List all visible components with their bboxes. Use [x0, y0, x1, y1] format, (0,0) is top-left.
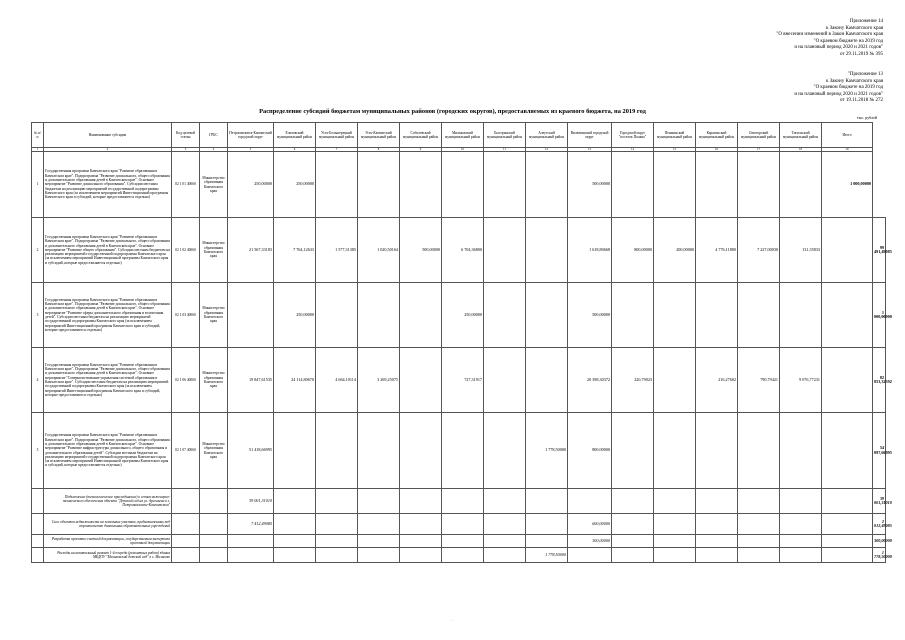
table-subrow	[32, 489, 886, 514]
value-cell	[696, 535, 738, 548]
budget-code	[172, 535, 200, 548]
value-cell	[780, 489, 822, 514]
budget-code: 02 1 02 40060	[172, 218, 200, 283]
column-index: 10	[442, 148, 484, 152]
subsidy-name: Государственная программа Камчатского края "Развитие образования в Камчатском крае". Подпрограмма "Развитие дошкольного, общего образования и дополнительного образования детей в Камчатском крае". Основное мероприятие "Развитие инфраструктуры дошкольного, общего образования и дополнительного образования детей". Субсидии местным бюджетам на реализацию мероприятий государственной подпрограммы Камчатского края (за исключением мероприятий Инвестиционной программы Камчатского края и субсидий, которые предоставляются отдельно)	[44, 413, 172, 489]
value-cell	[822, 348, 873, 413]
value-cell	[228, 535, 274, 548]
value-cell	[442, 413, 484, 489]
value-cell	[696, 514, 738, 535]
value-cell: 39 001,31010	[228, 489, 274, 514]
annex-line: к Закону Камчатского края	[825, 78, 883, 84]
column-header: Быстринский муниципальный район	[484, 123, 526, 148]
value-cell	[358, 514, 400, 535]
value-cell	[484, 548, 526, 563]
column-index: 13	[568, 148, 612, 152]
value-cell: 21 567,33183	[228, 218, 274, 283]
table-row	[32, 348, 886, 413]
column-index: 12	[526, 148, 568, 152]
value-cell	[822, 489, 873, 514]
column-index: 7	[316, 148, 358, 152]
annex-14-header	[776, 19, 883, 59]
value-cell	[738, 535, 780, 548]
table-subrow	[32, 514, 886, 535]
value-cell	[358, 152, 400, 218]
value-cell	[442, 489, 484, 514]
value-cell: 82 853,32592	[873, 348, 886, 413]
value-cell	[780, 152, 822, 218]
value-cell: 99 491,49085	[873, 218, 886, 283]
value-cell: 600,00000	[568, 514, 612, 535]
column-header: Елизовский муниципальный район	[274, 123, 316, 148]
grbs-name	[200, 514, 228, 535]
column-header: Соболевский муниципальный район	[400, 123, 442, 148]
value-cell: 1 618,80668	[568, 218, 612, 283]
subsidy-detail: Разработка проектно-сметной документации, государственная экспертиза проектной документации	[44, 535, 172, 548]
column-index: 3	[172, 148, 200, 152]
value-cell	[484, 413, 526, 489]
value-cell	[400, 413, 442, 489]
row-number	[32, 535, 44, 548]
grbs-name: Министерство образования Камчатского края	[200, 283, 228, 348]
annex-line: "О внесении изменений в Закон Камчатского края	[776, 32, 883, 38]
value-cell	[780, 413, 822, 489]
value-cell	[316, 548, 358, 563]
annex-line: и на плановый период 2020 и 2021 годов"	[794, 91, 883, 97]
value-cell: 7 764,12633	[274, 218, 316, 283]
subsidy-table	[31, 122, 892, 563]
annex-line: к Закону Камчатского края	[825, 25, 883, 31]
value-cell	[612, 514, 654, 535]
budget-code: 02 1 03 40060	[172, 283, 200, 348]
value-cell	[696, 283, 738, 348]
annex-line: от 19.11.2018 № 272	[840, 98, 883, 104]
column-header: Алеутский муниципальный район	[526, 123, 568, 148]
value-cell: 4 776,11880	[696, 218, 738, 283]
value-cell	[442, 535, 484, 548]
value-cell	[654, 283, 696, 348]
value-cell: 4 664,10114	[316, 348, 358, 413]
value-cell	[822, 535, 873, 548]
grbs-name: Министерство образования Камчатского края	[200, 218, 228, 283]
value-cell: 131,35833	[780, 218, 822, 283]
value-cell: 200,00000	[654, 218, 696, 283]
value-cell	[526, 535, 568, 548]
value-cell: 20 398,30372	[568, 348, 612, 413]
value-cell	[568, 489, 612, 514]
value-cell: 7 227,00030	[738, 218, 780, 283]
budget-code	[172, 548, 200, 563]
document-title: Распределение субсидий бюджетам муниципальных районов (городских округов), предоставляемых из краевого бюджета, на 2019 год	[259, 108, 646, 115]
value-cell	[780, 283, 822, 348]
value-cell	[654, 535, 696, 548]
value-cell	[400, 283, 442, 348]
value-cell	[526, 348, 568, 413]
value-cell	[316, 152, 358, 218]
value-cell: 727,31917	[442, 348, 484, 413]
value-cell	[526, 514, 568, 535]
column-index: 16	[696, 148, 738, 152]
column-index: 9	[400, 148, 442, 152]
value-cell	[274, 514, 316, 535]
column-index: 1	[32, 148, 44, 152]
column-index: 14	[612, 148, 654, 152]
value-cell	[358, 413, 400, 489]
value-cell	[358, 535, 400, 548]
value-cell	[228, 548, 274, 563]
subsidy-detail: Подключение (технологическое присоединение) к сетям инженерно-технического обеспечения объекта "Детский сад на ул. Арсеньева в г. Петропавловске-Камчатском"	[44, 489, 172, 514]
value-cell	[738, 489, 780, 514]
value-cell	[738, 152, 780, 218]
value-cell	[442, 548, 484, 563]
budget-code: 02 1 07 40060	[172, 413, 200, 489]
value-cell	[822, 514, 873, 535]
column-header: Олюторский муниципальный район	[738, 123, 780, 148]
value-cell	[484, 514, 526, 535]
row-number	[32, 514, 44, 535]
grbs-name: Министерство образования Камчатского края	[200, 413, 228, 489]
table-row	[32, 413, 886, 489]
value-cell	[400, 514, 442, 535]
value-cell	[780, 548, 822, 563]
annex-line: Приложение 14	[849, 19, 883, 24]
value-cell: 19 847,61535	[228, 348, 274, 413]
column-index: 8	[358, 148, 400, 152]
value-cell: 500,00000	[568, 152, 612, 218]
column-index: 11	[484, 148, 526, 152]
column-header: Вилючинский городской округ	[568, 123, 612, 148]
value-cell: 7 412,49085	[228, 514, 274, 535]
value-cell	[316, 535, 358, 548]
row-number: 2	[32, 218, 44, 283]
value-cell	[654, 348, 696, 413]
value-cell: 300,00000	[568, 535, 612, 548]
value-cell	[442, 152, 484, 218]
value-cell: 250,00000	[274, 283, 316, 348]
value-cell	[358, 489, 400, 514]
value-cell	[274, 489, 316, 514]
value-cell: 800,00000	[568, 413, 612, 489]
row-number: 4	[32, 348, 44, 413]
value-cell: 1 778,50000	[873, 548, 886, 563]
value-cell	[654, 152, 696, 218]
value-cell	[780, 535, 822, 548]
column-header: Усть-Камчатский муниципальный район	[358, 123, 400, 148]
column-header: Усть-Большерецкий муниципальный район	[316, 123, 358, 148]
column-index: 4	[200, 148, 228, 152]
value-cell	[484, 218, 526, 283]
value-cell	[484, 152, 526, 218]
row-number	[32, 489, 44, 514]
value-cell	[696, 152, 738, 218]
value-cell	[526, 218, 568, 283]
value-cell: 250,00000	[274, 152, 316, 218]
budget-code: 02 1 06 40060	[172, 348, 200, 413]
value-cell	[612, 413, 654, 489]
subsidy-detail: Расходы на капитальный ремонт 1-й очереди (ремонтных работ) здания МБДОУ "Мильковский детский сад" в с. Мильково	[44, 548, 172, 563]
annex-line: и на плановый период 2020 и 2021 годов"	[794, 45, 883, 51]
value-cell	[654, 413, 696, 489]
value-cell: 1 577,31385	[316, 218, 358, 283]
value-cell	[612, 548, 654, 563]
value-cell	[654, 548, 696, 563]
subsidy-name: Государственная программа Камчатского края "Развитие образования в Камчатском крае". Подпрограмма "Развитие дошкольного, общего образования и дополнительного образования детей в Камчатском крае". Основное мероприятие "Совершенствование управления системой образования в Камчатском крае". Субсидии местным бюджетам на реализацию мероприятий государственной подпрограммы Камчатского края (за исключением мероприятий Инвестиционной программы Камчатского края и субсидий, которые предоставляются отдельно)	[44, 348, 172, 413]
value-cell	[316, 489, 358, 514]
grbs-name: Министерство образования Камчатского края	[200, 348, 228, 413]
column-header: ГРБС	[200, 123, 228, 148]
value-cell: 2 012,49085	[873, 514, 886, 535]
table-subrow	[32, 535, 886, 548]
value-cell	[612, 152, 654, 218]
value-cell	[696, 413, 738, 489]
column-header: Петропавловск-Камчатский городской округ	[228, 123, 274, 148]
annex-line: "О краевом бюджете на 2019 год	[813, 38, 883, 44]
value-cell: 9 076,77231	[780, 348, 822, 413]
column-index: 19	[822, 148, 873, 152]
column-index: 2	[44, 148, 172, 152]
value-cell	[696, 548, 738, 563]
value-cell	[612, 489, 654, 514]
value-cell: 1 000,00000	[873, 283, 886, 348]
grbs-name: Министерство образования Камчатского края	[200, 152, 228, 218]
value-cell	[526, 489, 568, 514]
value-cell	[274, 535, 316, 548]
value-cell: 1 020,50164	[358, 218, 400, 283]
value-cell	[654, 489, 696, 514]
annex-13-header	[794, 72, 883, 105]
value-cell	[526, 283, 568, 348]
value-cell: 39 001,31010	[873, 489, 886, 514]
value-cell	[612, 535, 654, 548]
subsidy-name: Государственная программа Камчатского края "Развитие образования в Камчатском крае". Подпрограмма "Развитие дошкольного, общего образования и дополнительного образования детей в Камчатском крае". Основное мероприятие "Развитие общего образования". Субсидии местным бюджетам на реализацию мероприятий государственной подпрограммы Камчатского края (за исключением мероприятий Инвестиционной программы Камчатского края и субсидий, которые предоставляются отдельно)	[44, 218, 172, 283]
column-header: Наименование субсидии	[44, 123, 172, 148]
value-cell	[400, 152, 442, 218]
value-cell: 500,00000	[400, 218, 442, 283]
units-label: тыс. рублей	[857, 115, 877, 120]
value-cell: 250,00000	[228, 152, 274, 218]
annex-line: "Приложение 13	[847, 72, 883, 77]
value-cell	[316, 283, 358, 348]
value-cell	[822, 548, 873, 563]
column-index: 5	[228, 148, 274, 152]
value-cell: 220,79023	[612, 348, 654, 413]
value-cell	[274, 413, 316, 489]
value-cell: 1 778,50000	[526, 548, 568, 563]
value-cell: 6 704,36800	[442, 218, 484, 283]
annex-line: "О краевом бюджете на 2019 год	[813, 85, 883, 91]
value-cell	[316, 514, 358, 535]
value-cell	[738, 514, 780, 535]
grbs-name	[200, 489, 228, 514]
column-index: 15	[654, 148, 696, 152]
value-cell: 300,00000	[873, 535, 886, 548]
table-subrow	[32, 548, 886, 563]
subsidy-name: Государственная программа Камчатского края "Развитие образования в Камчатском крае". Подпрограмма "Развитие дошкольного, общего образования и дополнительного образования детей в Камчатском крае". Основное мероприятие "Развитие сферы дополнительного образования и воспитания детей". Субсидии местным бюджетам на реализацию мероприятий государственной подпрограммы Камчатского края (за исключением мероприятий Инвестиционной программы Камчатского края и субсидий, которые предоставляются отдельно)	[44, 283, 172, 348]
row-number	[32, 548, 44, 563]
value-cell: 3 269,25075	[358, 348, 400, 413]
column-header: Код целевой статьи	[172, 123, 200, 148]
value-cell	[400, 535, 442, 548]
value-cell	[484, 535, 526, 548]
value-cell: 54 097,66995	[873, 413, 886, 489]
value-cell	[484, 489, 526, 514]
value-cell	[274, 548, 316, 563]
value-cell: 51 418,66995	[228, 413, 274, 489]
column-header: Карагинский муниципальный район	[696, 123, 738, 148]
column-index: 6	[274, 148, 316, 152]
budget-code	[172, 489, 200, 514]
value-cell	[358, 548, 400, 563]
value-cell	[822, 283, 873, 348]
value-cell	[780, 514, 822, 535]
table-row	[32, 152, 886, 218]
value-cell	[358, 283, 400, 348]
subsidy-detail: Снос объектов недвижимости на земельных участках, предназначенных под строительство дошкольных образовательных учреждений	[44, 514, 172, 535]
value-cell	[526, 152, 568, 218]
column-header: Пенжинский муниципальный район	[654, 123, 696, 148]
value-cell	[696, 489, 738, 514]
column-header: Мильковский муниципальный район	[442, 123, 484, 148]
table-row	[32, 283, 886, 348]
value-cell: 800,00000	[612, 218, 654, 283]
column-header: Тигильский муниципальный район	[780, 123, 822, 148]
row-number: 1	[32, 152, 44, 218]
page-mark: .	[452, 617, 453, 622]
value-cell	[738, 548, 780, 563]
column-header: Городской округ "поселок Палана"	[612, 123, 654, 148]
column-index: 18	[780, 148, 822, 152]
value-cell	[484, 348, 526, 413]
value-cell	[316, 413, 358, 489]
row-number: 5	[32, 413, 44, 489]
value-cell	[612, 283, 654, 348]
value-cell	[400, 548, 442, 563]
value-cell	[654, 514, 696, 535]
value-cell: 500,00000	[568, 283, 612, 348]
budget-code	[172, 514, 200, 535]
column-index: 17	[738, 148, 780, 152]
value-cell	[442, 514, 484, 535]
value-cell	[484, 283, 526, 348]
table-row	[32, 218, 886, 283]
value-cell	[738, 283, 780, 348]
value-cell	[228, 283, 274, 348]
grbs-name	[200, 548, 228, 563]
value-cell	[738, 413, 780, 489]
value-cell: 24 114,80670	[274, 348, 316, 413]
column-header: № п/п	[32, 123, 44, 148]
value-cell	[400, 348, 442, 413]
annex-line: от 29.11.2019 № 395	[840, 51, 883, 57]
value-cell: 250,00000	[442, 283, 484, 348]
budget-code: 02 1 01 40060	[172, 152, 200, 218]
value-cell	[568, 548, 612, 563]
value-cell	[400, 489, 442, 514]
value-cell: 790,79421	[738, 348, 780, 413]
grbs-name	[200, 535, 228, 548]
subsidy-name: Государственная программа Камчатского края "Развитие образования в Камчатском крае". Подпрограмма "Развитие дошкольного, общего образования и дополнительного образования детей в Камчатском крае". Основное мероприятие "Развитие дошкольного образования". Субсидии местным бюджетам на реализацию мероприятий государственной подпрограммы Камчатского края (за исключением мероприятий Инвестиционной программы Камчатского края и субсидий, которые предоставляются отдельно)	[44, 152, 172, 218]
value-cell	[822, 413, 873, 489]
column-header: Итого	[822, 123, 873, 148]
value-cell	[822, 218, 873, 283]
header-row	[32, 123, 886, 148]
value-cell: 1 778,50000	[526, 413, 568, 489]
row-number: 3	[32, 283, 44, 348]
value-cell: 1 000,00000	[822, 152, 873, 218]
value-cell: 216,27602	[696, 348, 738, 413]
